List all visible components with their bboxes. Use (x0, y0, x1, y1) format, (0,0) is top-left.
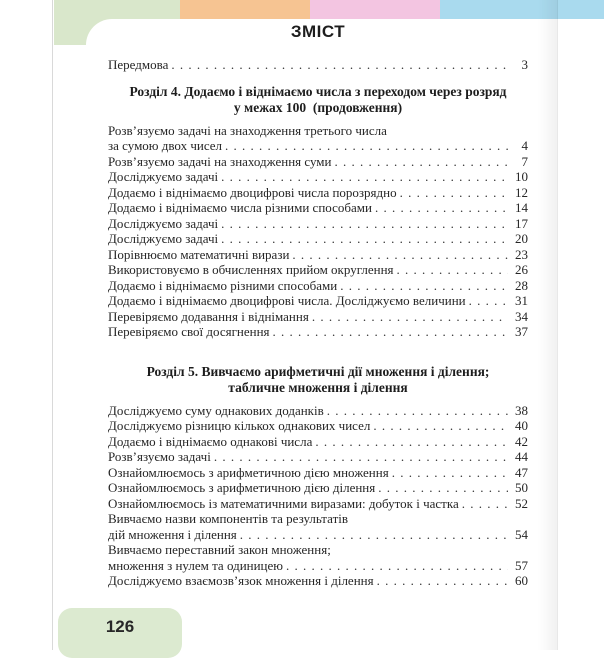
dot-leader (392, 465, 508, 481)
toc-entry-page: 23 (515, 246, 528, 262)
toc-entry (108, 262, 528, 278)
toc-entry-title: Перевіряємо свої досягнення (108, 324, 270, 339)
toc-entry-title: Перевіряємо додавання і віднімання (108, 308, 309, 324)
section-heading (108, 364, 528, 396)
color-strip-blue (440, 0, 604, 19)
toc-entry-title: Досліджуємо задачі (108, 169, 219, 184)
toc-entry-page: 3 (521, 57, 528, 72)
toc-entry-title: Додаємо і віднімаємо двоцифрові числа. Досліджуємо величини (108, 293, 466, 308)
toc-entry (108, 216, 528, 232)
toc-entry-title: Досліджуємо суму однакових доданків (108, 402, 324, 418)
dot-leader (225, 138, 508, 154)
dot-leader (375, 200, 508, 216)
toc-entry-page: 57 (515, 557, 528, 573)
dot-leader (400, 185, 508, 201)
dot-leader (171, 57, 508, 73)
toc-entry-title: Ознайомлюємось з арифметичною дією ділення (108, 480, 376, 495)
dot-leader (315, 434, 508, 450)
page-title: ЗМІСТ (290, 22, 346, 41)
toc-entry-title: Ознайомлюємось із математичними виразами: добуток і частка (108, 495, 459, 511)
toc-entry (108, 558, 528, 574)
toc-entry (108, 309, 528, 325)
toc-entry-title: Додаємо і віднімаємо числа різними способами (108, 200, 372, 215)
toc-entry-page: 20 (515, 231, 528, 246)
toc-entry (108, 278, 528, 294)
toc-entry (108, 247, 528, 263)
toc-front-items (108, 57, 528, 73)
toc-entry-page: 28 (515, 277, 528, 293)
dot-leader (221, 169, 508, 185)
toc-entry-line: Вивчаємо назви компонентів та результатів (108, 511, 349, 526)
toc-entry-title: Використовуємо в обчисленнях прийом округлення (108, 262, 394, 277)
toc-entry (108, 231, 528, 247)
toc-entry-title: Досліджуємо задачі (108, 215, 219, 231)
toc-entry (108, 324, 528, 340)
toc-entry (108, 200, 528, 216)
toc-entry-page: 40 (515, 418, 528, 433)
dot-leader (327, 403, 508, 419)
section-heading (108, 84, 528, 116)
toc-entry (108, 465, 528, 481)
toc-entry-title: Порівнюємо математичні вирази (108, 246, 290, 262)
toc-entry-page: 7 (521, 153, 528, 169)
toc-entry-page: 44 (515, 449, 528, 464)
dot-leader (312, 309, 508, 325)
toc-entry-title: дій множення і ділення (108, 526, 237, 542)
toc-entry-page: 38 (515, 402, 528, 418)
dot-leader (340, 278, 508, 294)
table-of-contents (108, 22, 528, 589)
toc-entry (108, 154, 528, 170)
toc-entry-title: множення з нулем та одиницею (108, 557, 283, 573)
toc-entry (108, 185, 528, 201)
dot-leader (397, 262, 508, 278)
section-heading-line: табличне множення і ділення (228, 379, 408, 395)
dot-leader (335, 154, 509, 170)
toc-section (108, 364, 528, 589)
toc-entry-page: 26 (515, 262, 528, 277)
toc-entry-title: Розв’язуємо задачі (108, 449, 211, 464)
dot-leader (373, 418, 508, 434)
toc-entry-line: Вивчаємо переставний закон множення; (108, 542, 331, 557)
toc-entry-title: Досліджуємо задачі (108, 231, 219, 246)
toc-entry (108, 573, 528, 589)
dot-leader (378, 480, 508, 496)
toc-entry-page: 50 (515, 480, 528, 495)
toc-entry-line: Розв’язуємо задачі на знаходження третього числа (108, 122, 387, 138)
toc-entry-title: Додаємо і віднімаємо однакові числа (108, 433, 313, 449)
dot-leader (240, 527, 508, 543)
toc-entry (108, 527, 528, 543)
toc-entry-page: 14 (515, 200, 528, 215)
toc-entry-page: 52 (515, 495, 528, 511)
toc-entry-title: Досліджуємо різницю кількох однакових чисел (108, 418, 371, 433)
toc-section (108, 84, 528, 340)
toc-entry-title: за сумою двох чисел (108, 138, 223, 153)
dot-leader (292, 247, 508, 263)
dot-leader (273, 324, 508, 340)
dot-leader (469, 293, 508, 309)
toc-entry-title: Ознайомлюємось з арифметичною дією множення (108, 464, 389, 480)
color-strip-pink (310, 0, 440, 19)
page-number: 126 (105, 617, 135, 636)
toc-entry (108, 138, 528, 154)
toc-entry (108, 57, 528, 73)
toc-entry-page: 17 (515, 215, 528, 231)
toc-entry-page: 47 (515, 464, 528, 480)
dot-leader (221, 216, 508, 232)
section-heading-line: у межах 100 (продовження) (233, 99, 403, 115)
dot-leader (286, 558, 508, 574)
toc-entry (108, 418, 528, 434)
page-left-edge (52, 0, 53, 650)
dot-leader (214, 449, 508, 465)
page-right-edge-shadow (538, 0, 558, 650)
toc-entry-title: Досліджуємо взаємозв’язок множення і ділення (108, 573, 374, 588)
toc-entry-page: 54 (515, 526, 528, 542)
toc-entry (108, 449, 528, 465)
toc-entry-page: 37 (515, 324, 528, 339)
toc-entry-title: Додаємо і віднімаємо двоцифрові числа порозрядно (108, 184, 397, 200)
toc-entry (108, 480, 528, 496)
toc-entry (108, 293, 528, 309)
toc-entry-page: 42 (515, 433, 528, 449)
section-heading-line: Розділ 5. Вивчаємо арифметичні дії множення і ділення; (146, 363, 490, 379)
color-strip-orange (180, 0, 310, 19)
toc-entry-page: 60 (515, 573, 528, 588)
dot-leader (462, 496, 508, 512)
toc-entry-page: 31 (515, 293, 528, 308)
toc-entry-title: Додаємо і віднімаємо різними способами (108, 277, 338, 293)
toc-entry (108, 434, 528, 450)
page-number-badge (58, 608, 182, 658)
toc-entry (108, 403, 528, 419)
toc-entry (108, 169, 528, 185)
toc-entry-page: 4 (521, 138, 528, 153)
toc-sections (108, 84, 528, 589)
toc-entry-page: 34 (515, 308, 528, 324)
toc-entry-title: Розв’язуємо задачі на знаходження суми (108, 153, 332, 169)
toc-entry (108, 496, 528, 512)
toc-entry-page: 10 (515, 169, 528, 184)
dot-leader (221, 231, 508, 247)
toc-entry-title: Передмова (108, 57, 169, 72)
section-heading-line: Розділ 4. Додаємо і віднімаємо числа з переходом через розряд (129, 83, 507, 99)
dot-leader (377, 573, 508, 589)
toc-entry-page: 12 (515, 184, 528, 200)
